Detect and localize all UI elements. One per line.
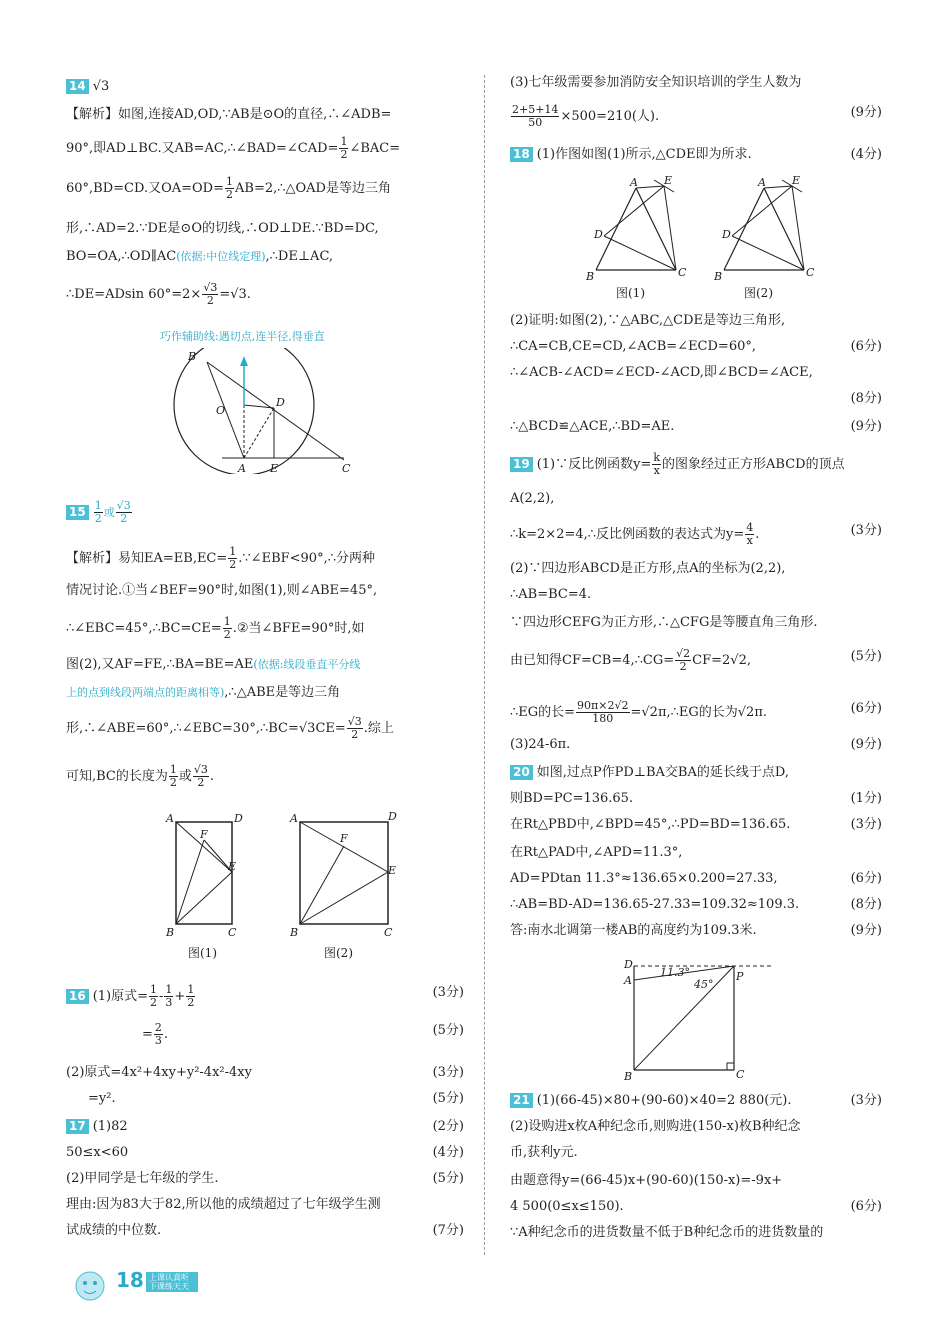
q16-line2: = $\frac{2}{3}$ . (5分) — [142, 1021, 464, 1047]
svg-text:C: C — [806, 266, 815, 279]
svg-text:C: C — [384, 926, 393, 938]
q15-header: 15 $\frac{1}{2}$ 或 $\frac{√3}{2}$ — [66, 500, 464, 525]
q20-line3: 在Rt△PBD中,∠BPD=45°,∴PD=BD=136.65. (3分) — [510, 817, 882, 832]
q16-line1: 16 (1)原式= $\frac{1}{2}$ - $\frac{1}{3}$ + $\frac{1}{2}$ (3分) — [66, 984, 464, 1009]
svg-text:C: C — [678, 266, 687, 279]
svg-text:P: P — [736, 970, 744, 983]
q14-line1: 【解析】如图,连接AD,OD,∵AB是⊙O的直径,∴∠ADB= — [66, 107, 392, 122]
svg-text:D: D — [276, 396, 285, 409]
q15-figure-1-caption: 图(1) — [188, 946, 217, 960]
svg-text:A: A — [290, 812, 298, 825]
svg-text:E: E — [228, 860, 237, 873]
q20-line5: AD=PDtan 11.3°≈136.65×0.200=27.33, (6分) — [510, 871, 882, 886]
q18-figure-1 — [584, 174, 692, 284]
q19-line5: ∴AB=BC=4. — [510, 587, 592, 602]
q14-header — [66, 78, 464, 96]
svg-text:B: B — [290, 926, 299, 938]
q20-line7: 答:南水北调第一楼AB的高度约为109.3米. (9分) — [510, 923, 882, 938]
q18-number: 18 — [510, 147, 533, 162]
q17-part3-line1: (3)七年级需要参加消防安全知识培训的学生人数为 — [510, 75, 802, 90]
q15-line2: 情况讨论.①当∠BEF=90°时,如图(1),则∠ABE=45°, — [66, 583, 378, 598]
fraction-half: $\frac{1}{2}$ — [340, 135, 348, 161]
q19-line3: ∴k=2×2=4,∴反比例函数的表达式为y= $\frac{4}{x}$ . (3分) — [510, 521, 882, 547]
svg-text:B: B — [624, 1070, 633, 1082]
svg-text:F: F — [340, 832, 348, 845]
svg-text:B: B — [166, 926, 175, 938]
svg-text:A: A — [624, 974, 632, 987]
q15-line5: 上的点到线段两端点的距离相等),∴△ABE是等边三角 — [66, 685, 341, 700]
q19-line2: A(2,2), — [510, 491, 555, 506]
svg-text:C: C — [342, 462, 351, 474]
svg-text:A: A — [238, 462, 246, 474]
q19-number: 19 — [510, 457, 533, 472]
q17-part3-line2: $\frac{2+5+14}{50}$ ×500=210(人). (9分) — [512, 103, 882, 129]
q17-line4: 理由:因为83大于82,所以他的成绩超过了七年级学生测 — [66, 1197, 381, 1212]
q17-line5: 试成绩的中位数. (7分) — [66, 1223, 464, 1238]
q14-circle-figure — [162, 348, 368, 474]
q19-line8: ∴EG的长= $\frac{90\pi\times 2√2}{180}$ =√2π,∴EG的长为√2π. (6分) — [510, 699, 882, 725]
q18-line6: ∴△BCD≌△ACE,∴BD=AE. (9分) — [510, 419, 882, 434]
q17-line3: (2)甲同学是七年级的学生. (5分) — [66, 1171, 464, 1186]
q18-line3: ∴CA=CB,CE=CD,∠ACB=∠ECD=60°, (6分) — [510, 339, 882, 354]
q17-number: 17 — [66, 1119, 89, 1134]
q15-line7: 可知,BC的长度为 $\frac{1}{2}$ 或 $\frac{√3}{2}$ . — [66, 763, 215, 789]
q15-number: 15 — [66, 505, 89, 520]
q15-line4: 图(2),又AF=FE,∴BA=BE=AE(依据:线段垂直平分线 — [66, 657, 361, 672]
q20-number: 20 — [510, 765, 533, 780]
q21-line4: 由题意得y=(66-45)x+(90-60)(150-x)=-9x+ — [510, 1173, 783, 1188]
svg-text:O: O — [216, 404, 226, 417]
q19-line1: 19 (1)∵反比例函数y= $\frac{k}{x}$ 的图象经过正方形ABCD的顶点 — [510, 452, 882, 477]
svg-text:B: B — [188, 350, 197, 363]
q15-figure-2 — [288, 810, 408, 938]
q18-line1: 18 (1)作图如图(1)所示,△CDE即为所求. (4分) — [510, 146, 882, 164]
q16-number: 16 — [66, 989, 89, 1004]
svg-text:E: E — [388, 864, 397, 877]
svg-text:E: E — [664, 174, 673, 187]
q16-line4: =y². (5分) — [88, 1091, 464, 1106]
q14-figure-note: 巧作辅助线:遇切点,连半径,得垂直 — [160, 330, 325, 343]
q21-number: 21 — [510, 1093, 533, 1108]
svg-text:A: A — [758, 176, 766, 189]
q18-figure-2 — [712, 174, 820, 284]
svg-text:D: D — [624, 958, 633, 971]
q19-line6: ∵四边形CEFG为正方形,∴△CFG是等腰直角三角形. — [510, 615, 818, 630]
q14-line5: BO=OA,∴OD∥AC(依据:中位线定理),∴DE⊥AC, — [66, 249, 334, 264]
svg-text:D: D — [722, 228, 731, 241]
q17-line1: 17 (1)82 (2分) — [66, 1118, 464, 1136]
svg-text:C: C — [736, 1068, 745, 1081]
svg-text:B: B — [586, 270, 595, 283]
svg-text:F: F — [200, 828, 208, 841]
q15-figure-2-caption: 图(2) — [324, 946, 353, 960]
q14-note: (依据:中位线定理) — [176, 250, 266, 263]
mascot-icon — [66, 1268, 114, 1308]
footer-tag: 上课认真听 下课练天天 — [146, 1272, 198, 1292]
q14-number: 14 — [66, 79, 89, 94]
q21-line6: ∵A种纪念币的进货数量不低于B种纪念币的进货数量的 — [510, 1225, 824, 1240]
svg-text:D: D — [594, 228, 603, 241]
q15-line3: ∴∠EBC=45°,∴BC=CE= $\frac{1}{2}$ .②当∠BFE=90°时,如 — [66, 615, 365, 641]
q20-line1: 20 如图,过点P作PD⊥BA交BA的延长线于点D, — [510, 764, 882, 782]
q14-line6: ∴DE=ADsin 60°=2× $\frac{√3}{2}$ =√3. — [66, 281, 251, 307]
q20-line2: 则BD=PC=136.65. (1分) — [510, 791, 882, 806]
svg-text:B: B — [714, 270, 723, 283]
svg-text:D: D — [388, 810, 397, 823]
svg-text:A: A — [630, 176, 638, 189]
svg-text:D: D — [234, 812, 243, 825]
svg-text:E: E — [792, 174, 801, 187]
q14-line4: 形,∴AD=2.∵DE是⊙O的切线,∴OD⊥DE.∵BD=DC, — [66, 221, 379, 236]
q14-answer: √3 — [92, 79, 110, 94]
q15-line1: 【解析】易知EA=EB,EC= $\frac{1}{2}$ .∵∠EBF<90°,∴分两种 — [66, 545, 375, 571]
q15-figure-1 — [164, 810, 244, 938]
q18-line4: ∴∠ACB-∠ACD=∠ECD-∠ACD,即∠BCD=∠ACE, — [510, 365, 813, 380]
q16-line3: (2)原式=4x²+4xy+y²-4x²-4xy (3分) — [66, 1065, 464, 1080]
q18-figure-2-caption: 图(2) — [744, 286, 773, 300]
q21-line2: (2)设购进x枚A种纪念币,则购进(150-x)枚B种纪念 — [510, 1119, 801, 1134]
q19-line9: (3)24-6π. (9分) — [510, 737, 882, 752]
svg-text:C: C — [228, 926, 237, 938]
q21-line5: 4 500(0≤x≤150). (6分) — [510, 1199, 882, 1214]
page-number: 18 — [116, 1268, 144, 1292]
q20-angle-1: 11.3° — [660, 966, 690, 979]
q17-line2: 50≤x<60 (4分) — [66, 1145, 464, 1160]
q21-line3: 币,获利y元. — [510, 1145, 578, 1160]
q20-line4: 在Rt△PAD中,∠APD=11.3°, — [510, 845, 683, 860]
q14-line3: 60°,BD=CD.又OA=OD= $\frac{1}{2}$ AB=2,∴△OAD是等边三角 — [66, 175, 391, 201]
svg-text:A: A — [166, 812, 174, 825]
q18-line2: (2)证明:如图(2),∵△ABC,△CDE是等边三角形, — [510, 313, 786, 328]
q21-line1: 21 (1)(66-45)×80+(90-60)×40=2 880(元). (3分) — [510, 1092, 882, 1110]
q20-line6: ∴AB=BD-AD=136.65-27.33=109.32≈109.3. (8分) — [510, 897, 882, 912]
q15-line6: 形,∴∠ABE=60°,∴∠EBC=30°,∴BC=√3CE= $\frac{√3}{2}$ .综上 — [66, 715, 394, 741]
q18-figure-1-caption: 图(1) — [616, 286, 645, 300]
q20-angle-2: 45° — [694, 978, 714, 991]
q19-line7: 由已知得CF=CB=4,∴CG= $\frac{√2}{2}$ CF=2√2, (5分) — [510, 647, 882, 673]
svg-text:E: E — [270, 462, 279, 474]
q14-line2: 90°,即AD⊥BC.又AB=AC,∴∠BAD=∠CAD= $\frac{1}{2}$ ∠BAC= — [66, 135, 401, 161]
column-divider — [484, 75, 485, 1255]
q20-building-figure — [614, 950, 784, 1082]
q19-line4: (2)∵四边形ABCD是正方形,点A的坐标为(2,2), — [510, 561, 786, 576]
